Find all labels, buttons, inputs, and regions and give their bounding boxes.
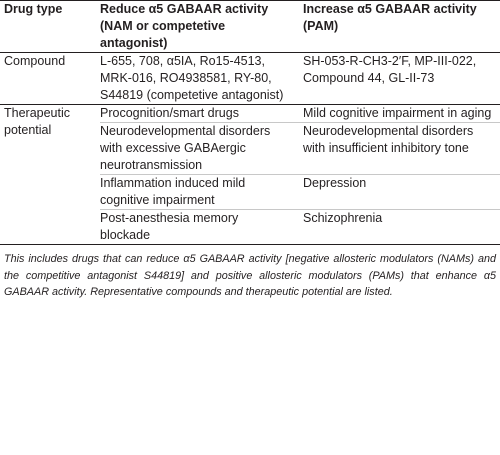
cell-reduce: L-655, 708, α5IA, Ro15-4513, MRK-016, RO4938581, RY-80, S44819 (competetive antagonist) [100,53,295,105]
table-footnote: This includes drugs that can reduce α5 GABAAR activity [negative allosteric modulators (NAMs) and the competitive antagonist S44819] and positive allosteric modulators (PAMs) that enhance α5 GABAAR activity. Representative compounds and therapeutic potential are listed. [4,253,496,298]
cell-increase: SH-053-R-CH3-2′F, MP-III-022, Compound 44, GL-II-73 [295,53,500,105]
header-drug-type: Drug type [0,1,100,53]
cell-type: Therapeutic potential [0,105,100,245]
cell-increase: Mild cognitive impairment in aging [303,106,492,120]
table-header-row [0,1,500,53]
cell-reduce: Neurodevelopmental disorders with excessive GABAergic neurotransmission [100,123,295,175]
cell-increase: Schizophrenia [295,210,500,245]
cell-increase: Neurodevelopmental disorders with insufficient inhibitory tone [295,123,500,175]
table-row-compound [0,53,500,105]
table-row [0,105,500,123]
header-increase: Increase α5 GABAAR activity (PAM) [295,1,500,53]
cell-type: Compound [0,53,100,105]
cell-reduce: Procognition/smart drugs [100,106,239,120]
cell-increase: Depression [295,175,500,210]
header-reduce: Reduce α5 GABAAR activity (NAM or competetive antagonist) [100,1,295,53]
cell-reduce: Inflammation induced mild cognitive impairment [100,175,295,210]
cell-reduce: Post-anesthesia memory blockade [100,210,295,245]
